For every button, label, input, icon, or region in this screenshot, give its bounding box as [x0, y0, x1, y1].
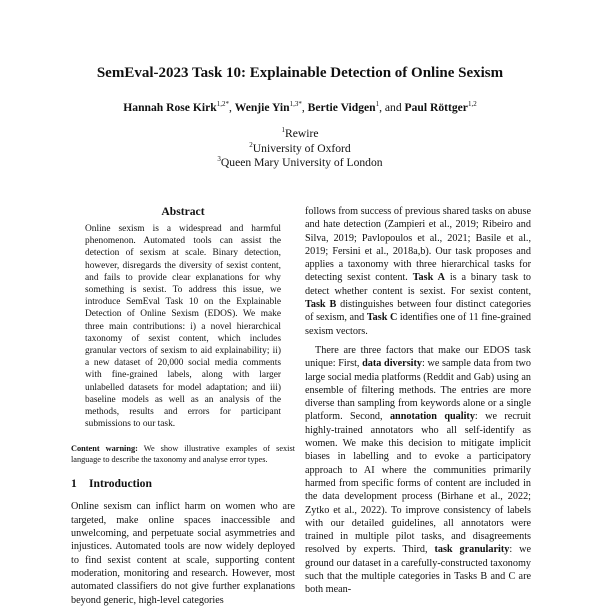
affiliation — [0, 142, 600, 157]
author-list — [0, 101, 600, 115]
author-affiliation-marker: 1 — [375, 100, 380, 108]
paper-title: SemEval-2023 Task 10: Explainable Detection of Online Sexism — [96, 65, 504, 81]
content-warning-label: Content warning: — [71, 444, 138, 454]
author-affiliation-marker: 1,3* — [289, 100, 302, 108]
task-a-term: Task A — [412, 272, 445, 284]
author-separator: , — [228, 101, 235, 114]
affiliation — [0, 127, 600, 142]
task-b-term: Task B — [305, 299, 337, 311]
affiliation-marker: 1 — [281, 126, 285, 134]
annotation-quality-term: annotation quality — [389, 411, 475, 423]
task-granularity-term: task granularity — [434, 544, 510, 556]
author-affiliation-marker: 1,2* — [216, 100, 229, 108]
right-column — [305, 205, 531, 597]
text-run: identifies one of 11 fine-grained sexism vectors. — [305, 312, 531, 337]
affiliation-list — [0, 127, 600, 171]
section-title: Introduction — [89, 477, 152, 491]
author-affiliation-marker: 1,2 — [467, 100, 477, 108]
text-run: is a binary task to detect whether content is sexist. For sexist content, — [305, 272, 531, 297]
intro-paragraph: Online sexism can inflict harm on women who are targeted, make online spaces inaccessible and unwelcoming, and perpetuate social asymmetries and injustices. Automated tools are now widely deployed to find sexist content at scale, supporting content moderation, monitoring and research. However, most automated classifiers do not give further explanations beyond generic, high-level categories — [71, 501, 295, 606]
affiliation-marker: 2 — [249, 140, 253, 149]
text-run: There are three factors that make our EDOS task unique: First, — [305, 344, 531, 370]
author-name: Hannah Rose Kirk — [123, 101, 217, 114]
abstract-text: Online sexism is a widespread and harmful phenomenon. Automated tools can assist the detection of sexism at scale. Binary detection, however, disregards the diversity of sexist content, and fails to provide clear explanations for why something is sexist. To address this issue, we introduce SemEval Task 10 on the Explainable Detection of Online Sexism (EDOS). We make three main contributions: i) a novel hierarchical taxonomy of sexist content, which includes granular vectors of sexism to aid explainability; ii) a new dataset of 20,000 social media comments with fine-grained labels, along with larger unlabelled datasets for model adaptation; and iii) baseline models as well as an analysis of the methods, results and errors for participant submissions to our task. — [85, 224, 281, 430]
text-run: : we ground our dataset in a carefully-constructed taxonomy such that the multiple categories in Tasks B and C are both mean- — [305, 544, 531, 596]
text-run: distinguishes between four distinct categories of sexism, and — [305, 299, 531, 324]
text-run: follows from success of previous shared tasks on abuse and hate detection (Zampieri et al., 2019; Ribeiro and Silva, 2019; Pavlopoulos et al., 2021; Basile et al., 2019; Fersini et al., 2018a,b). Our task proposes and applies a taxonomy with three hierarchical tasks for detecting sexist content. — [305, 206, 531, 284]
author-name: Bertie Vidgen — [307, 101, 376, 114]
author-separator: , — [301, 101, 308, 114]
abstract-heading: Abstract — [161, 205, 205, 218]
affiliation-name: Rewire — [285, 127, 319, 140]
text-run: : we sample data from two large social media platforms (Reddit and Gab) using an ensemble of filtering methods. The entries are more diverse than sampling from keywords alone or a single platform. Second, — [305, 358, 531, 423]
section-heading — [71, 477, 295, 491]
text-run: : we recruit highly-trained annotators who all self-identify as women. We make this decision to mitigate implicit biases in labelling and to evoke a participatory approach to AI where the communities primarily harmed from specific forms of content are included in the data development process (Birhane et al., 2022; Zytko et al., 2022). To improve consistency of labels with our detailed guidelines, all annotators were trained in multiple pilot tasks, and disagreements resolved by experts. Third, — [305, 411, 532, 556]
author-name: Paul Röttger — [404, 101, 468, 114]
affiliation-marker: 3 — [217, 155, 221, 163]
affiliation-name: University of Oxford — [252, 141, 351, 155]
affiliation-name: Queen Mary University of London — [220, 156, 383, 169]
author-name: Wenjie Yin — [234, 101, 290, 114]
data-diversity-term: data diversity — [362, 358, 422, 370]
content-warning-text: We show illustrative examples of sexist language to describe the taxonomy and analyse error types. — [71, 444, 295, 465]
task-c-term: Task C — [366, 312, 398, 324]
left-column — [71, 205, 295, 607]
body-paragraph — [305, 205, 531, 338]
author-separator: , and — [379, 101, 405, 114]
affiliation — [0, 156, 600, 171]
section-number: 1 — [71, 477, 77, 491]
content-warning — [71, 443, 295, 465]
body-paragraph — [305, 344, 531, 597]
